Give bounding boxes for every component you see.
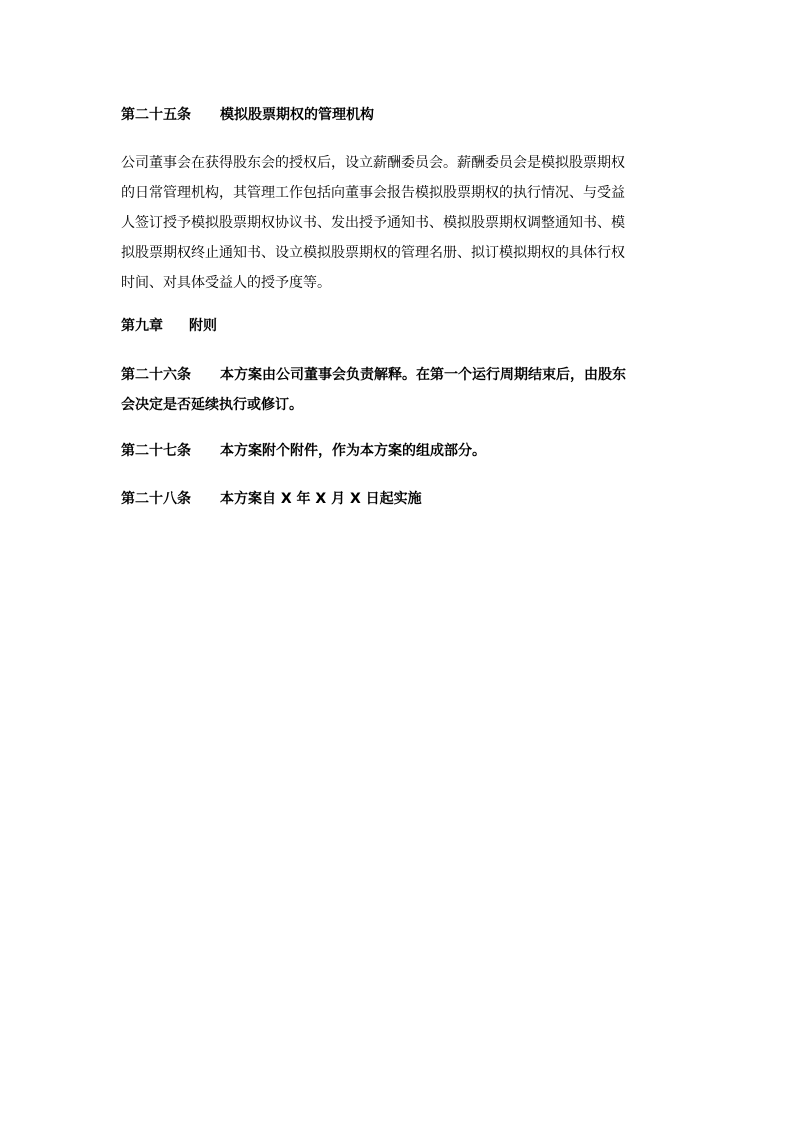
body-line: 人签订授予模拟股票期权协议书、发出授予通知书、模拟股票期权调整通知书、模 (121, 215, 625, 231)
article-number: 第二十六条 (121, 367, 191, 383)
article-text-line: 本方案由公司董事会负责解释。在第一个运行周期结束后，由股东 (220, 367, 626, 383)
chapter-9-heading (121, 311, 661, 341)
body-line: 时间、对具体受益人的授予度等。 (121, 275, 331, 291)
article-27 (121, 436, 661, 466)
article-25-heading (121, 100, 661, 130)
article-number: 第二十七条 (121, 443, 191, 459)
chapter-number: 第九章 (121, 318, 163, 334)
article-25-body (121, 148, 661, 298)
body-line: 公司董事会在获得股东会的授权后，设立薪酬委员会。薪酬委员会是模拟股票期权 (121, 155, 625, 171)
article-number: 第二十八条 (121, 491, 191, 507)
article-28 (121, 484, 661, 514)
body-line: 的日常管理机构，其管理工作包括向董事会报告模拟股票期权的执行情况、与受益 (121, 185, 625, 201)
article-title: 模拟股票期权的管理机构 (220, 107, 374, 123)
article-number: 第二十五条 (121, 107, 191, 123)
article-26 (121, 360, 661, 420)
article-text: 本方案自 X 年 X 月 X 日起实施 (220, 491, 422, 507)
article-text-line: 会决定是否延续执行或修订。 (121, 397, 303, 413)
article-text: 本方案附个附件，作为本方案的组成部分。 (220, 443, 486, 459)
body-line: 拟股票期权终止通知书、设立模拟股票期权的管理名册、拟订模拟期权的具体行权 (121, 245, 625, 261)
chapter-title: 附则 (189, 318, 217, 334)
